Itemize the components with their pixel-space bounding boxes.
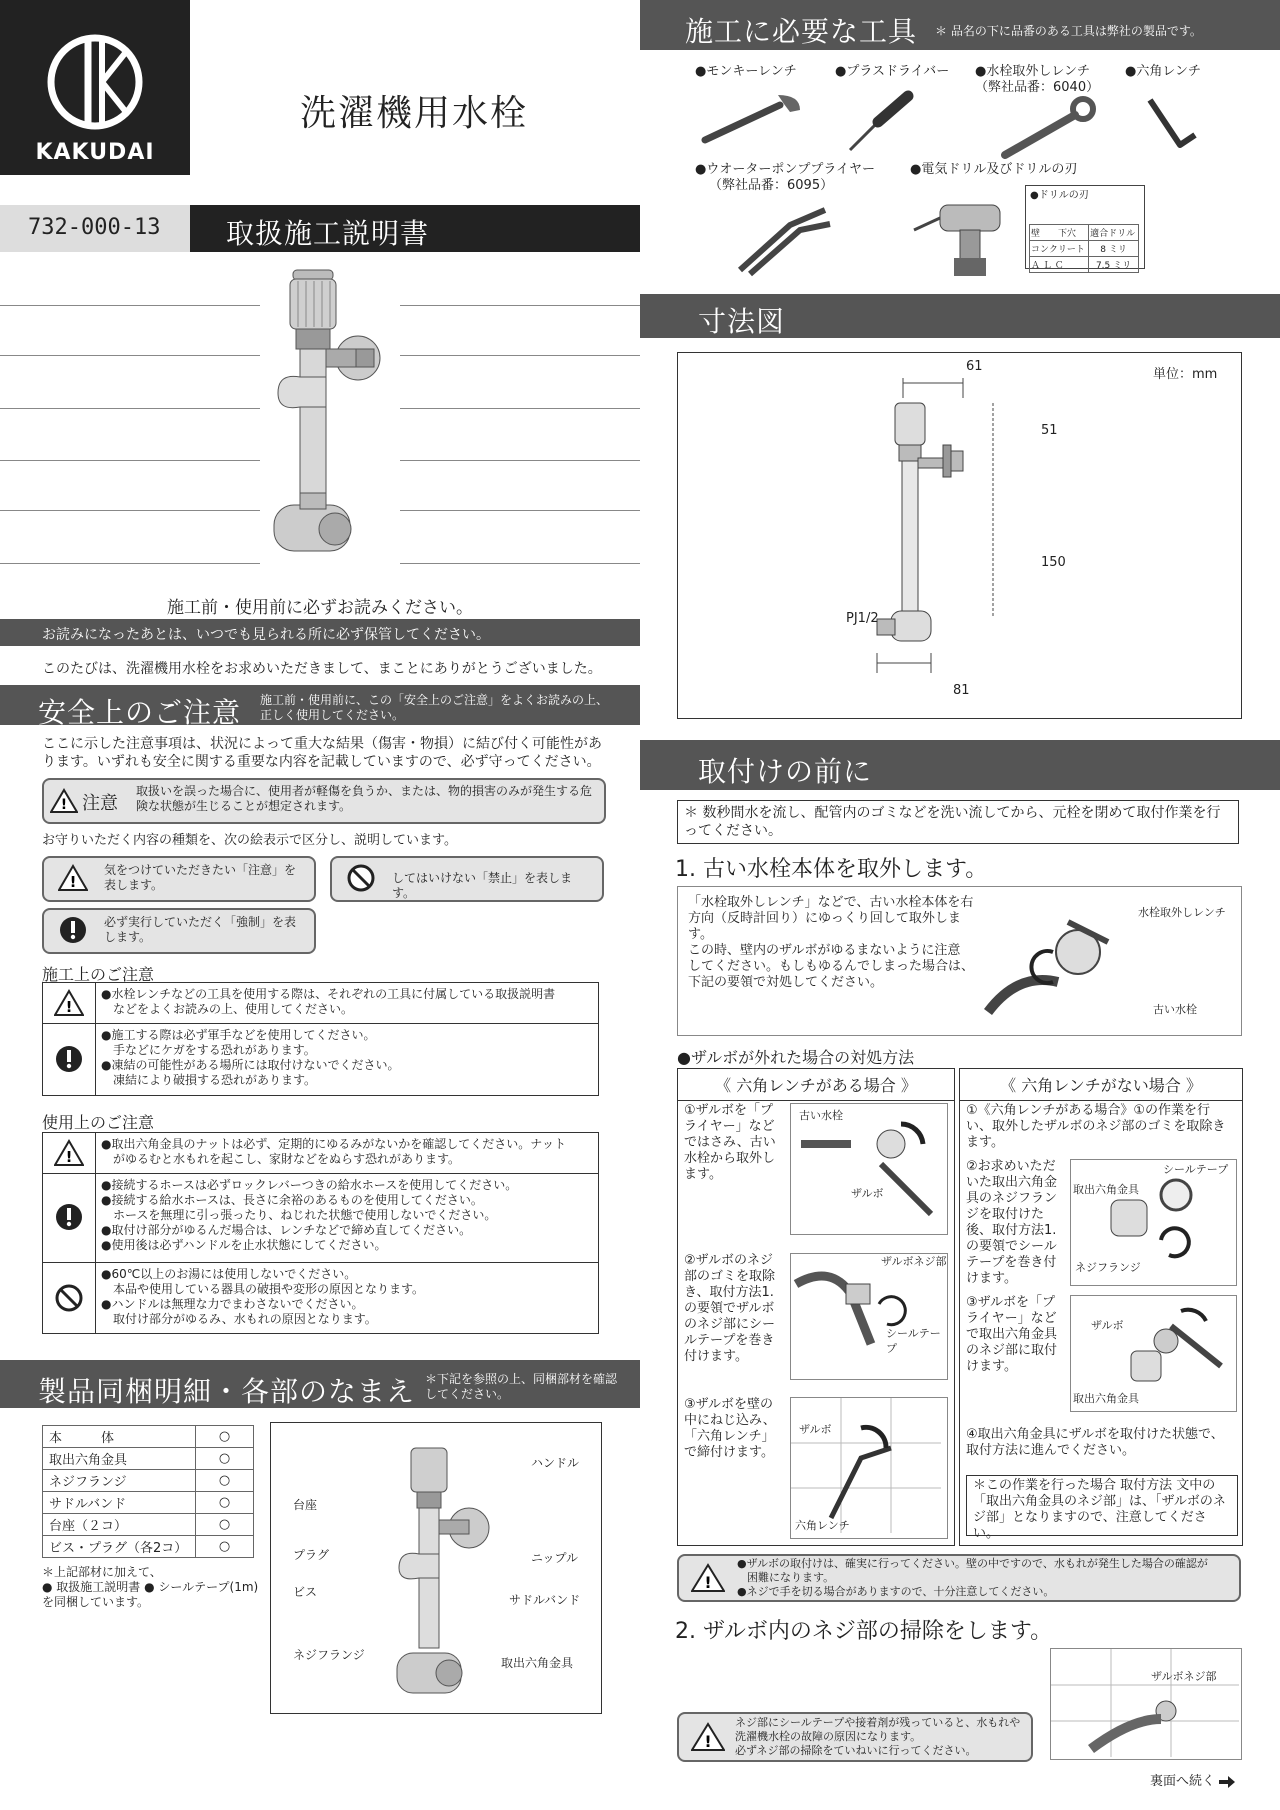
step2-title: 2. ザルボ内のネジ部の掃除をします。 <box>675 1619 1053 1644</box>
kakudai-logo-icon <box>0 0 190 140</box>
dimension-unit: 単位：mm <box>1153 367 1218 382</box>
mandatory-icon <box>58 915 88 945</box>
doc-title-bar <box>190 205 640 252</box>
caution-triangle-icon <box>58 864 88 892</box>
table-row: ビス・プラグ（各2コ） ○ <box>43 1536 254 1558</box>
parts-diagram <box>270 1422 602 1714</box>
right-label-flange: ネジフランジ <box>1075 1261 1141 1274</box>
caution-triangle-icon <box>54 989 84 1017</box>
zarubo-warning-text: ●ザルボの取付けは、確実に行ってください。壁の中ですので、水もれが発生した場合の確認が 困難になります。 ●ネジで手を切る場合がありますので、十分注意してください。 <box>737 1557 1208 1598</box>
before-note-box <box>677 800 1239 844</box>
right-step-2: ②お求めいただいた取出六角金具のネジフランジを取付けた後、取付方法1.の要領でシールテープを巻き付けます。 <box>966 1159 1058 1286</box>
dim-thread: PJ1/2 <box>846 611 879 626</box>
svg-text:!: ! <box>65 1148 73 1166</box>
construction-row <box>43 983 598 1024</box>
right-label-hex-fitting-2: 取出六角金具 <box>1073 1392 1139 1405</box>
table-row: 台座（２コ） ○ <box>43 1514 254 1536</box>
before-header <box>640 740 1280 790</box>
right-step-2-figure <box>1070 1159 1237 1286</box>
left-label-hex-wrench: 六角レンチ <box>795 1519 850 1532</box>
brand-name: KAKUDAI <box>35 140 155 165</box>
safety-description: ここに示した注意事項は、状況によって重大な結果（傷害・物損）に結び付く可能性があります。いずれも安全に関する重要な内容を記載していますので、必ず守ってください。 <box>42 736 602 770</box>
usage-notes-heading: 使用上のご注意 <box>42 1113 155 1132</box>
step1-box <box>677 886 1242 1036</box>
pliers-hex-illustration <box>1071 1296 1231 1406</box>
legend-prohibit-text: してはいけない「禁止」を表します。 <box>392 871 573 900</box>
left-step-3-figure <box>790 1397 948 1539</box>
table-row: サドルバンド ○ <box>43 1492 254 1514</box>
arrow-right-icon <box>1219 1776 1235 1788</box>
usage-row <box>43 1174 598 1263</box>
svg-text:!: ! <box>65 998 73 1016</box>
svg-text:!: ! <box>69 873 77 891</box>
read-before-notice: 施工前・使用前に必ずお読みください。 <box>167 598 473 618</box>
part-label-plug: プラグ <box>293 1548 330 1562</box>
drill-table <box>1029 224 1139 273</box>
construction-row <box>43 1024 598 1095</box>
right-step-3: ③ザルボを「プライヤー」などで取出六角金具のネジ部に取付けます。 <box>966 1295 1058 1374</box>
before-title: 取付けの前に <box>698 755 873 788</box>
part-label-handle: ハンドル <box>531 1456 580 1470</box>
before-note: ＊ 数秒間水を流し、配管内のゴミなどを洗い流してから、元栓を閉めて取付作業を行ってください。 <box>684 805 1221 839</box>
parts-extra-note: ＊上記部材に加えて、 ● 取扱施工説明書 ● シールテープ(1m) を同梱しています。 <box>42 1565 259 1609</box>
left-label-seal-tape: シールテープ <box>886 1327 941 1355</box>
part-label-hex-fitting: 取出六角金具 <box>501 1656 574 1670</box>
caution-triangle-icon <box>50 788 78 814</box>
monkey-wrench-icon <box>700 90 810 150</box>
left-step-3: ③ザルボを壁の中にねじ込み、「六角レンチ」で締付けます。 <box>684 1397 776 1460</box>
legend-prohibit <box>330 856 604 902</box>
screwdriver-icon <box>840 90 920 160</box>
drill-icon <box>910 190 1020 280</box>
left-label-zarubo-2: ザルボ <box>799 1423 832 1436</box>
step2-label-zarubo-thread: ザルボネジ部 <box>1151 1670 1217 1683</box>
safety-header <box>0 685 640 729</box>
parts-table <box>42 1425 254 1558</box>
caution-label: 注意 <box>82 793 118 814</box>
caution-triangle-icon <box>54 1139 84 1167</box>
hex-tighten-illustration <box>791 1398 941 1533</box>
model-number: 732-000-13 <box>28 215 161 240</box>
left-label-old-faucet: 古い水栓 <box>799 1109 843 1122</box>
drill-bit-label: ●ドリルの刃 <box>1030 190 1089 201</box>
left-step-2-figure <box>790 1253 948 1380</box>
pliers-icon <box>730 200 840 280</box>
caution-triangle-icon <box>691 1563 725 1593</box>
without-hex-wrench-panel <box>959 1068 1243 1546</box>
continue-label: 裏面へ続く <box>1150 1774 1235 1790</box>
thread-cleaning-illustration <box>1051 1649 1239 1757</box>
caution-definition <box>42 778 606 824</box>
part-label-saddle-band: サドルバンド <box>509 1593 581 1607</box>
right-label-zarubo: ザルボ <box>1091 1319 1124 1332</box>
left-step-1-figure <box>790 1103 948 1235</box>
tools-title: 施工に必要な工具 <box>685 15 918 48</box>
with-hex-wrench-panel <box>677 1068 955 1546</box>
construction-row-text: ●施工する際は必ず軍手などを使用してください。 手などにケガをする恐れがあります。 ●凍結の可能性がある場所には取付けないでください。 凍結により破損する恐れがあります。 <box>101 1028 400 1087</box>
caution-text: 取扱いを誤った場合に、使用者が軽傷を負うか、または、物的損害のみが発生する危険な状態が生じることが想定されます。 <box>136 784 593 813</box>
prohibit-icon <box>346 863 376 893</box>
dimensions-header <box>640 294 1280 338</box>
caution-triangle-icon <box>691 1722 725 1752</box>
tool-phillips-driver: ●プラスドライバー <box>835 64 950 79</box>
model-number-box <box>0 205 190 252</box>
step2-figure <box>1050 1648 1242 1760</box>
table-row: ネジフランジ ○ <box>43 1470 254 1492</box>
tool-hex-wrench: ●六角レンチ <box>1125 64 1202 79</box>
keep-note-bar <box>0 619 640 646</box>
tool-electric-drill: ●電気ドリル及びドリルの刃 <box>910 162 1078 177</box>
construction-notes-table <box>42 982 599 1096</box>
tool-monkey-wrench: ●モンキーレンチ <box>695 64 797 79</box>
tools-header <box>640 0 1280 50</box>
right-step-4: ④取出六角金具にザルボを取付けた状態で、取付方法に進んでください。 <box>966 1427 1224 1458</box>
right-note: ＊この作業を行った場合 取付方法 文中の「取出六角金具のネジ部」は、「ザルボのネジ部」となりますので、注意してください。 <box>973 1478 1226 1541</box>
right-label-hex-fitting: 取出六角金具 <box>1073 1183 1139 1196</box>
right-step-3-figure <box>1070 1295 1237 1412</box>
step2-warning <box>677 1712 1033 1762</box>
construction-notes-heading: 施工上のご注意 <box>42 965 155 984</box>
right-note-box <box>966 1475 1238 1541</box>
dim-top: 61 <box>966 359 983 374</box>
left-label-zarubo-thread: ザルボネジ部 <box>881 1255 947 1268</box>
safety-title: 安全上のご注意 <box>38 696 242 729</box>
dimension-diagram <box>677 352 1242 719</box>
step1-label-wrench: 水栓取外しレンチ <box>1138 906 1226 919</box>
usage-row-text: ●接続するホースは必ずロックレバーつきの給水ホースを使用してください。 ●接続する給水ホースは、長さに余裕のあるものを使用してください。 ホースを無理に引っ張ったり、ねじれた状態で使用しないでください。 ●取付け部分がゆるんだ場合は、レンチなどで締め直してください。 ●使用後は必ずハンドルを止水状態にしてください。 <box>101 1178 518 1252</box>
product-title: 洗濯機用水栓 <box>300 93 529 134</box>
product-illustration <box>260 265 400 565</box>
left-step-1: ①ザルボを「プライヤー」などではさみ、古い水栓から取外します。 <box>684 1103 776 1182</box>
seal-tape-illustration <box>791 1254 941 1374</box>
part-label-nipple: ニップル <box>531 1551 579 1565</box>
remove-faucet-illustration <box>978 902 1148 1022</box>
dim-right-upper: 51 <box>1041 423 1058 438</box>
legend-caution <box>42 856 316 902</box>
svg-text:!: ! <box>704 1732 712 1751</box>
doc-title: 取扱施工説明書 <box>226 217 430 250</box>
legend-mandatory <box>42 908 316 954</box>
step2-warning-text: ネジ部にシールテープや接着剤が残っていると、水もれや 洗濯機水栓の故障の原因になります。 必ずネジ部の掃除をていねいに行ってください。 <box>735 1716 1021 1757</box>
part-label-base: 台座 <box>293 1498 318 1512</box>
safety-note: 施工前・使用前に、この「安全上のご注意」をよくお読みの上、正しく使用してください。 <box>260 693 609 722</box>
zarubo-heading: ●ザルボが外れた場合の対処方法 <box>677 1048 915 1067</box>
dimension-drawing <box>873 363 1073 693</box>
prohibit-icon <box>54 1283 84 1313</box>
part-label-screw-flange: ネジフランジ <box>293 1648 365 1662</box>
construction-row-text: ●水栓レンチなどの工具を使用する際は、それぞれの工具に付属している取扱説明書 などをよくお読みの上、使用してください。 <box>101 987 556 1016</box>
drill-bit-table <box>1025 185 1145 269</box>
part-label-screw: ビス <box>293 1585 318 1599</box>
thanks-text: このたびは、洗濯機用水栓をお求めいただきまして、まことにありがとうございました。 <box>42 661 602 677</box>
svg-text:!: ! <box>704 1573 712 1592</box>
table-row: Ａ Ｌ Ｃ 7.5 ミリ <box>1030 257 1139 273</box>
zarubo-warning <box>677 1554 1241 1602</box>
tools-note: ＊ 品名の下に品番のある工具は弊社の製品です。 <box>935 24 1202 38</box>
dim-right-lower: 150 <box>1041 555 1066 570</box>
table-row: 壁 下穴 適合ドリル <box>1030 225 1139 241</box>
svg-text:!: ! <box>60 797 68 813</box>
left-step-2: ②ザルボのネジ部のゴミを取除き、取付方法1.の要領でザルボのネジ部にシールテープを巻き付けます。 <box>684 1253 776 1364</box>
mandatory-icon <box>54 1044 84 1074</box>
usage-row-text: ●取出六角金具のナットは必ず、定期的にゆるみがないかを確認してください。ナット がゆるむと水もれを起こし、家財などをぬらす恐れがあります。 <box>101 1137 567 1166</box>
table-row: コンクリート 8 ミリ <box>1030 241 1139 257</box>
parts-title: 製品同梱明細・各部のなまえ <box>38 1375 416 1408</box>
parts-diagram-illustration <box>391 1438 511 1698</box>
usage-row <box>43 1263 598 1333</box>
usage-notes-table <box>42 1132 599 1334</box>
parts-header <box>0 1360 640 1408</box>
usage-row-text: ●60℃以上のお湯には使用しないでください。 本品や使用している器具の破損や変形の原因となります。 ●ハンドルは無理な力でまわさないでください。 取付け部分がゆるみ、水もれの原因となります。 <box>101 1267 425 1326</box>
legend-mandatory-text: 必ず実行していただく「強制」を表します。 <box>104 915 297 944</box>
dimensions-title: 寸法図 <box>698 305 786 338</box>
hex-wrench-icon <box>1140 90 1200 160</box>
mandatory-icon <box>54 1202 84 1232</box>
right-step-1: ①《六角レンチがある場合》①の作業を行い、取外したザルボのネジ部のゴミを取除きます。 <box>966 1103 1226 1150</box>
left-label-zarubo: ザルボ <box>851 1187 884 1200</box>
brand-logo <box>0 0 190 175</box>
table-row: 取出六角金具 ○ <box>43 1448 254 1470</box>
keep-note: お読みになったあとは、いつでも見られる所に必ず保管してください。 <box>42 627 490 643</box>
with-hex-heading: 《 六角レンチがある場合 》 <box>678 1073 954 1101</box>
step1-text: 「水栓取外しレンチ」などで、古い水栓本体を右 方向（反時計回り）にゆっくり回して取外します。 この時、壁内のザルボがゆるまないように注意 してください。もしもゆるんでしまった場合は、 下記の要領で対処してください。 <box>688 895 975 990</box>
table-row: 本 体 ○ <box>43 1426 254 1448</box>
usage-row <box>43 1133 598 1174</box>
right-label-seal-tape: シールテープ <box>1163 1163 1229 1176</box>
legend-intro: お守りいただく内容の種類を、次の絵表示で区分し、説明しています。 <box>42 833 457 848</box>
dim-bottom: 81 <box>953 683 970 698</box>
without-hex-heading: 《 六角レンチがない場合 》 <box>960 1073 1242 1101</box>
step1-label-old-faucet: 古い水栓 <box>1153 1003 1197 1016</box>
legend-caution-text: 気をつけていただきたい「注意」を表します。 <box>104 863 297 892</box>
tool-faucet-wrench: ●水栓取外しレンチ （弊社品番：6040） <box>975 64 1100 95</box>
parts-note: ＊下記を参照の上、同梱部材を確認してください。 <box>425 1372 618 1401</box>
tool-water-pump-pliers: ●ウオーターポンププライヤー （弊社品番：6095） <box>695 162 875 193</box>
faucet-wrench-icon <box>995 95 1105 165</box>
step1-title: 1. 古い水栓本体を取外します。 <box>675 857 988 882</box>
